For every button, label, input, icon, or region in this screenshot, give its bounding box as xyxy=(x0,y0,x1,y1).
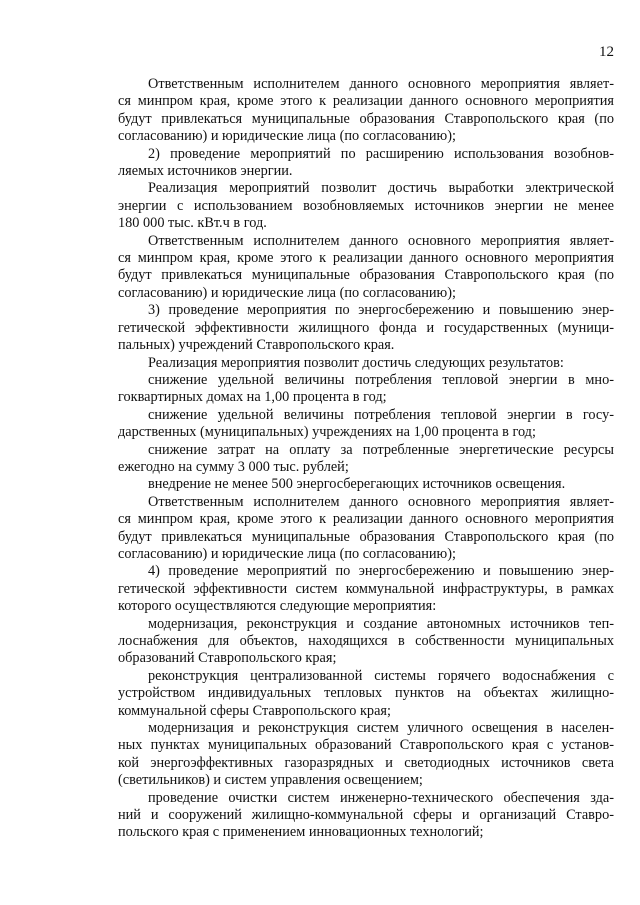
text-line: согласованию) и юридические лица (по согласованию); xyxy=(118,545,456,562)
page-number: 12 xyxy=(599,44,614,60)
text-line: Реализация мероприятия позволит достичь следующих результатов: xyxy=(148,354,564,371)
text-line: реконструкция централизованной системы горячего водоснабжения с xyxy=(148,667,614,684)
text-line: снижение затрат на оплату за потребленные энергетические ресурсы xyxy=(148,441,614,458)
text-line: устройством индивидуальных тепловых пунктов на объектах жилищно- xyxy=(118,685,614,702)
text-line: ся минпром края, кроме этого к реализации данного основного мероприятия xyxy=(118,511,614,528)
text-line: ных пунктах муниципальных образований Ставропольского края с установ- xyxy=(118,737,614,754)
text-line: кой энергоэффективных газоразрядных и светодиодных источников света xyxy=(118,754,614,771)
text-line: которого осуществляются следующие мероприятия: xyxy=(118,598,437,615)
text-line: будут привлекаться муниципальные образования Ставропольского края (по xyxy=(118,267,614,284)
text-line: 180 000 тыс. кВт.ч в год. xyxy=(118,215,267,232)
text-line: коммунальной сферы Ставропольского края; xyxy=(118,702,391,719)
text-line: 4) проведение мероприятий по энергосбережению и повышению энер- xyxy=(148,563,614,580)
text-line: ляемых источников энергии. xyxy=(118,163,293,180)
text-line: 2) проведение мероприятий по расширению использования возобнов- xyxy=(148,145,614,162)
text-line: модернизация, реконструкция и создание автономных источников теп- xyxy=(148,615,614,632)
text-line: будут привлекаться муниципальные образования Ставропольского края (по xyxy=(118,528,614,545)
text-line: ежегодно на сумму 3 000 тыс. рублей; xyxy=(118,458,349,475)
text-line: ний и сооружений жилищно-коммунальной сферы и организаций Ставро- xyxy=(118,807,614,824)
text-line: Ответственным исполнителем данного основного мероприятия являет- xyxy=(148,76,614,92)
text-line: ся минпром края, кроме этого к реализации данного основного мероприятия xyxy=(118,250,614,267)
text-line: согласованию) и юридические лица (по согласованию); xyxy=(118,284,456,301)
body-text xyxy=(118,76,614,842)
text-line: ся минпром края, кроме этого к реализации данного основного мероприятия xyxy=(118,93,614,110)
text-line: дарственных (муниципальных) учреждениях на 1,00 процента в год; xyxy=(118,424,536,441)
text-line: Реализация мероприятий позволит достичь выработки электрической xyxy=(148,180,614,197)
text-line: гетической эффективности систем коммунальной инфраструктуры, в рамках xyxy=(118,580,614,597)
text-line: энергии с использованием возобновляемых источников энергии не менее xyxy=(118,197,614,214)
text-line: Ответственным исполнителем данного основного мероприятия являет- xyxy=(148,232,614,249)
text-line: гетической эффективности жилищного фонда и государственных (муници- xyxy=(118,319,614,336)
text-line: образований Ставропольского края; xyxy=(118,650,337,667)
text-line: Ответственным исполнителем данного основного мероприятия являет- xyxy=(148,493,614,510)
text-line: согласованию) и юридические лица (по согласованию); xyxy=(118,128,456,145)
text-line: проведение очистки систем инженерно-технического обеспечения зда- xyxy=(148,789,614,806)
text-line: внедрение не менее 500 энергосберегающих источников освещения. xyxy=(148,476,566,493)
text-line: польского края с применением инновационных технологий; xyxy=(118,824,484,841)
text-line: лоснабжения для объектов, находящихся в собственности муниципальных xyxy=(118,633,614,649)
text-line: снижение удельной величины потребления тепловой энергии в мно- xyxy=(148,371,614,388)
text-line: пальных) учреждений Ставропольского края. xyxy=(118,337,395,354)
text-line: 3) проведение мероприятия по энергосбережению и повышению энер- xyxy=(148,302,614,319)
text-line: (светильников) и систем управления освещением; xyxy=(118,772,423,789)
text-line: модернизация и реконструкция систем уличного освещения в населен- xyxy=(148,720,614,737)
text-line: снижение удельной величины потребления тепловой энергии в госу- xyxy=(148,406,614,423)
text-line: будут привлекаться муниципальные образования Ставропольского края (по xyxy=(118,110,614,127)
text-line: гоквартирных домах на 1,00 процента в год; xyxy=(118,389,387,406)
